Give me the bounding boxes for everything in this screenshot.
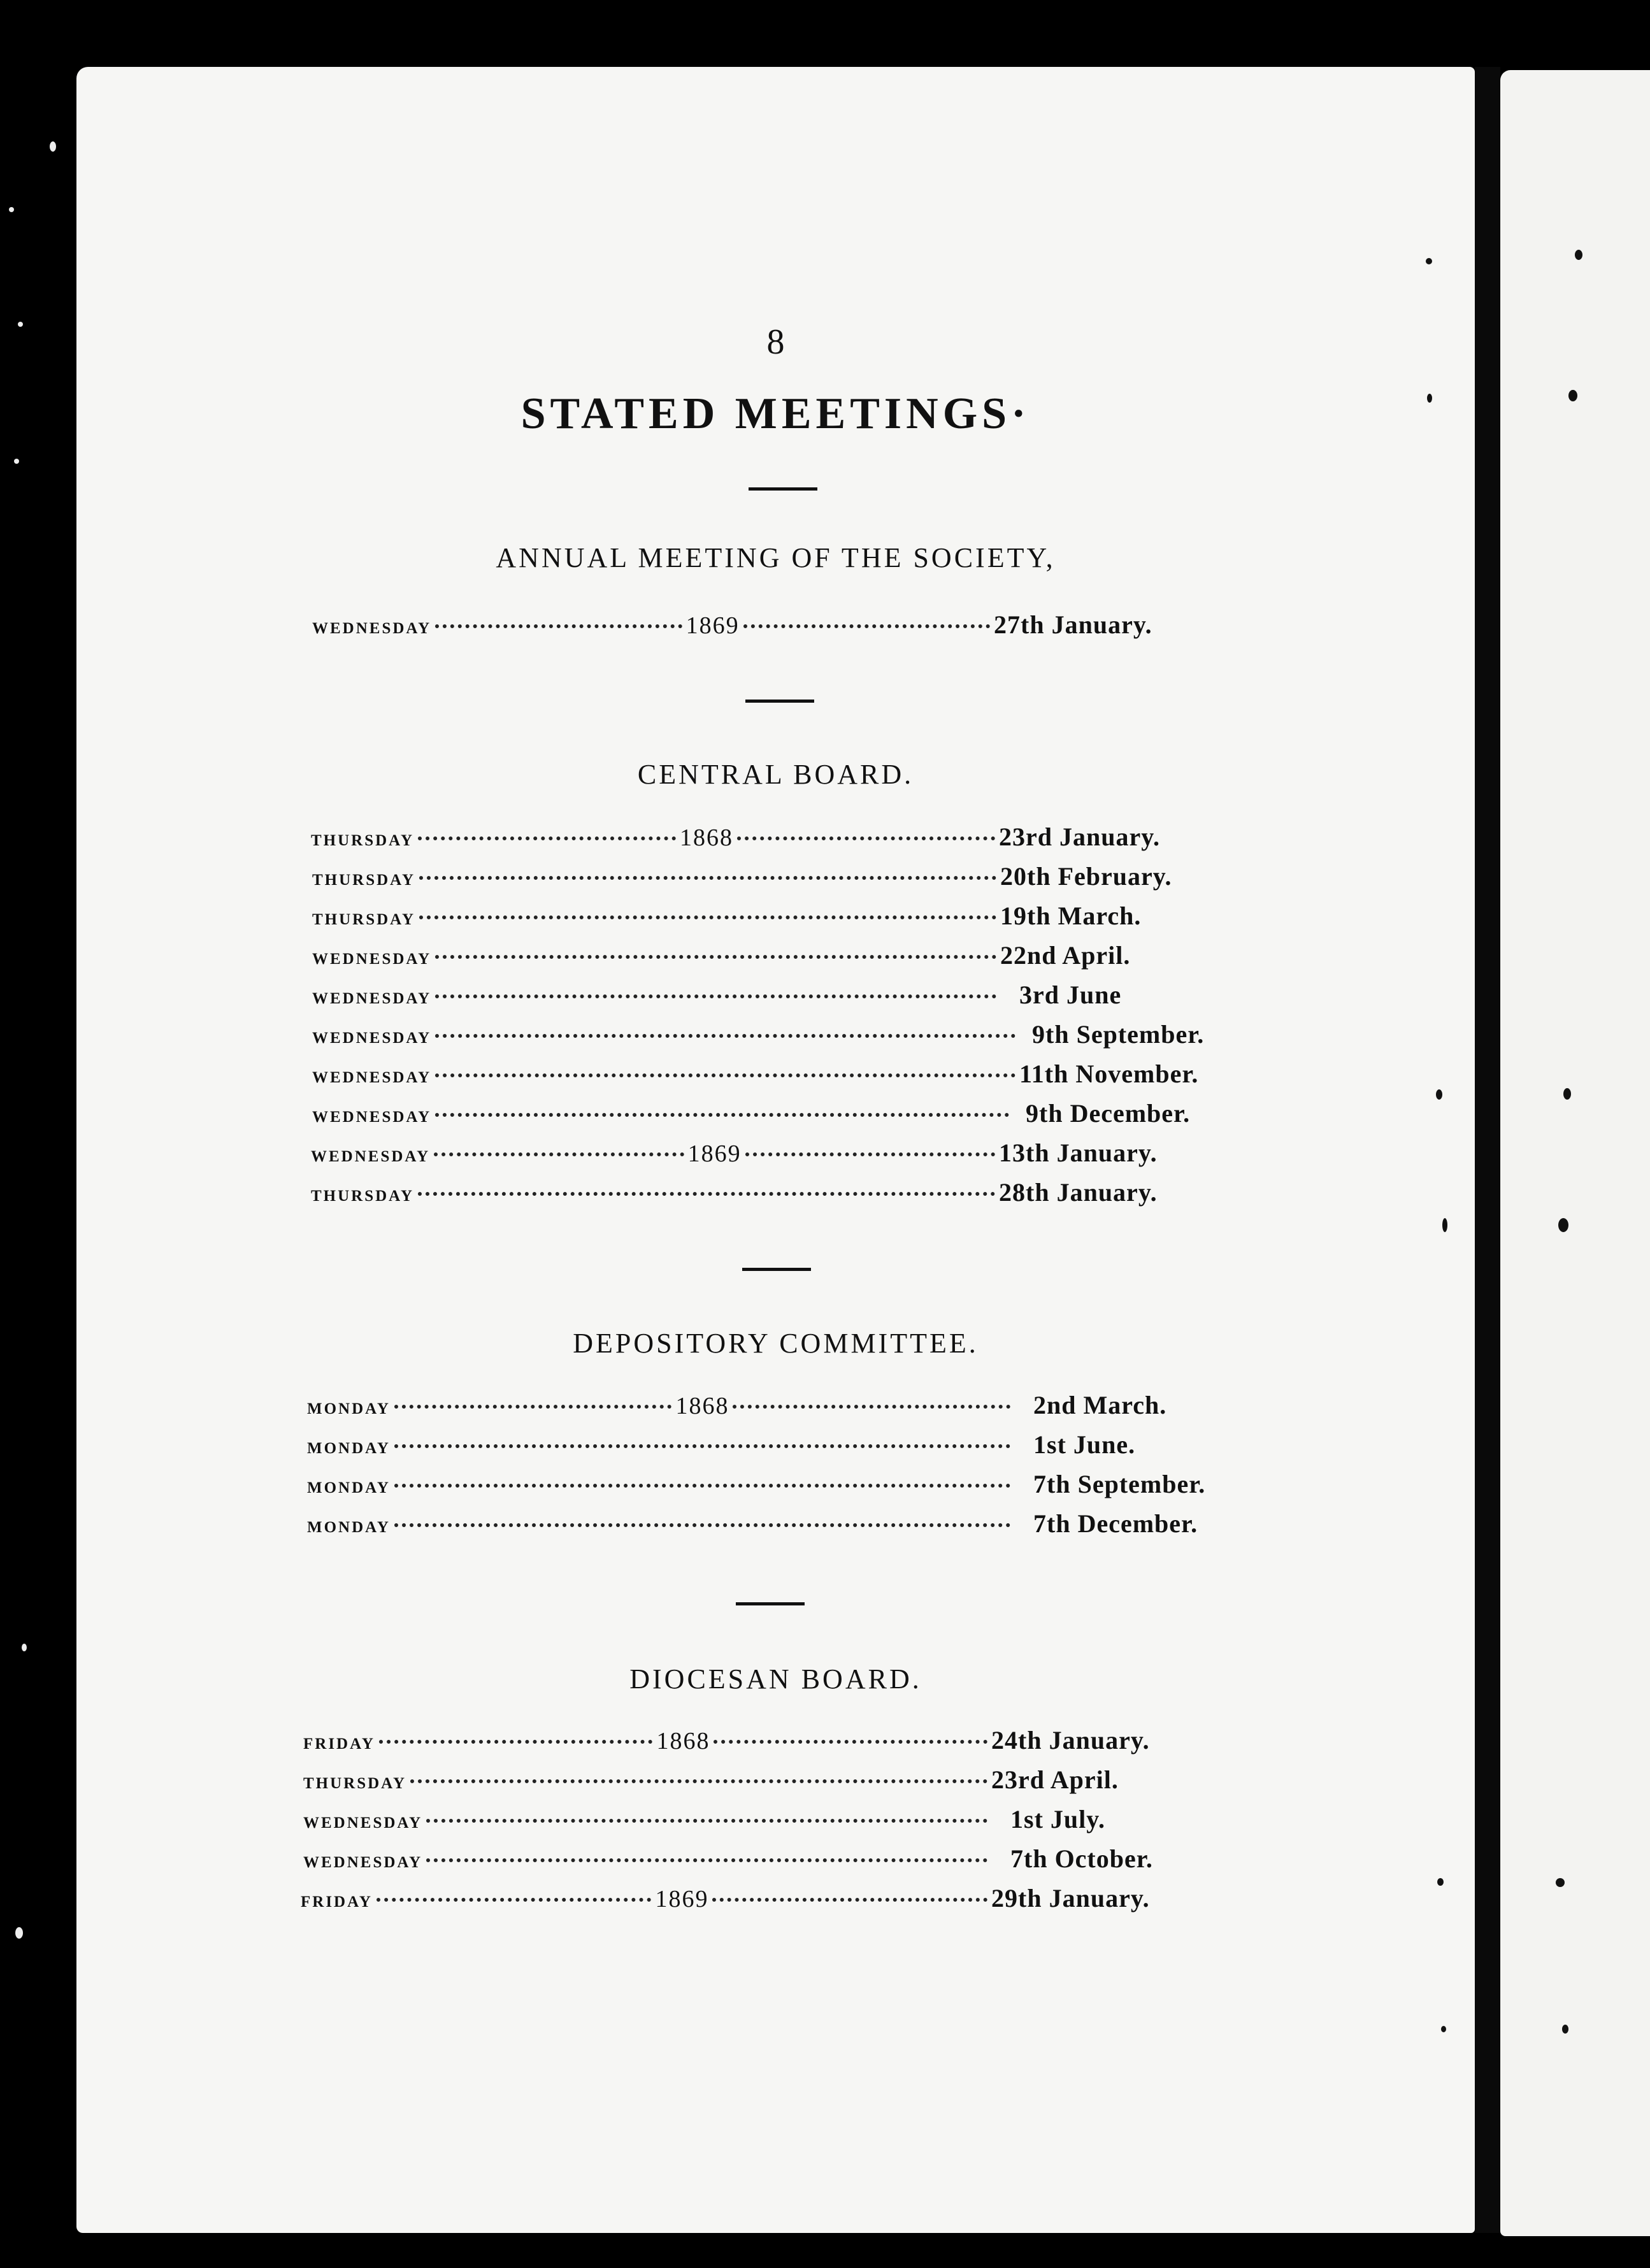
dot-leader [410,1768,987,1783]
meeting-year: 1869 [687,1140,742,1167]
meeting-date: 2nd March. [1033,1391,1167,1419]
meeting-day: MONDAY [307,1479,391,1496]
meeting-row [311,1138,1216,1170]
page-number: 8 [766,322,785,362]
title-divider [749,487,817,491]
meeting-year: 1868 [656,1728,710,1755]
dot-leader [435,983,996,998]
meeting-row [312,1019,1236,1051]
meeting-day: MONDAY [307,1400,391,1418]
meeting-day: WEDNESDAY [303,1814,423,1832]
section-heading-depository-committee: DEPOSITORY COMMITTEE. [573,1328,979,1359]
meeting-day: WEDNESDAY [303,1854,423,1871]
meeting-row [303,1725,1208,1757]
meeting-day: WEDNESDAY [311,1148,431,1165]
meeting-row [301,1883,1208,1915]
meeting-row [311,1177,1216,1209]
dot-leader [377,1886,652,1902]
dot-leader [419,865,996,880]
meeting-row [312,940,1217,972]
meeting-date: 19th March. [1000,901,1142,930]
meeting-date: 11th November. [1019,1059,1199,1088]
dot-leader [733,1393,1010,1409]
meeting-date: 9th December. [1026,1099,1191,1128]
meeting-date: 7th September. [1033,1470,1206,1498]
meeting-day: FRIDAY [301,1893,373,1911]
meeting-day: WEDNESDAY [312,990,432,1007]
meeting-day: WEDNESDAY [312,1109,432,1126]
meeting-date: 7th December. [1033,1509,1198,1538]
dot-leader [419,904,996,919]
dot-leader [426,1807,987,1823]
meeting-row [311,822,1216,854]
meeting-date: 3rd June [1019,980,1122,1009]
dot-leader [434,1141,684,1156]
dot-leader [418,1181,995,1196]
meeting-year: 1869 [685,612,740,639]
section-heading-diocesan-board: DIOCESAN BOARD. [629,1663,922,1695]
meeting-date: 1st June. [1033,1430,1136,1459]
dot-leader [379,1728,653,1744]
meeting-year: 1869 [655,1886,709,1913]
section-heading-central-board: CENTRAL BOARD. [637,759,914,790]
meeting-day: WEDNESDAY [312,1069,432,1086]
meeting-row [307,1469,1231,1501]
meeting-day: WEDNESDAY [312,951,432,968]
dot-leader [737,825,995,840]
section-divider [742,1268,811,1271]
meeting-year: 1868 [675,1393,729,1419]
meeting-date: 23rd April. [991,1765,1119,1794]
meeting-date: 1st July. [1010,1805,1106,1834]
meeting-date: 23rd January. [999,822,1161,851]
meeting-row [312,980,1217,1012]
meeting-row [307,1509,1231,1540]
meeting-row [312,901,1217,933]
dot-leader [418,825,676,840]
meeting-day: THURSDAY [312,911,416,928]
meeting-day: THURSDAY [303,1775,407,1792]
meeting-day: THURSDAY [311,832,415,849]
meeting-row [303,1765,1208,1797]
dot-leader [714,1728,987,1744]
meeting-row [307,1390,1231,1422]
meeting-date: 20th February. [1000,862,1172,891]
meeting-date: 29th January. [991,1884,1150,1913]
section-heading-annual-meeting: ANNUAL MEETING OF THE SOCIETY, [496,542,1056,573]
dot-leader [435,1023,1015,1038]
meeting-date: 27th January. [994,610,1152,639]
meeting-row [312,1098,1230,1130]
dot-leader [745,1141,995,1156]
meeting-date: 7th October. [1010,1844,1153,1873]
meeting-day: THURSDAY [311,1188,415,1205]
meeting-row [303,1844,1208,1876]
section-divider [736,1602,805,1605]
meeting-day: FRIDAY [303,1735,375,1753]
dot-leader [435,1102,1009,1117]
dot-leader [394,1393,672,1409]
meeting-day: THURSDAY [312,872,416,889]
meeting-date: 13th January. [999,1138,1158,1167]
meeting-day: MONDAY [307,1440,391,1457]
meeting-row [303,1804,1208,1836]
dot-leader [435,613,682,628]
dot-leader [435,1062,1015,1077]
meeting-row [312,1059,1236,1091]
dot-leader [712,1886,987,1902]
dot-leader [394,1472,1010,1488]
meeting-row [312,610,1210,642]
section-divider [745,700,814,703]
meeting-date: 28th January. [999,1178,1158,1207]
meeting-day: WEDNESDAY [312,620,432,637]
dot-leader [394,1433,1010,1448]
meeting-date: 22nd April. [1000,941,1131,970]
meeting-row [312,861,1217,893]
dot-leader [394,1512,1010,1527]
meeting-date: 24th January. [991,1726,1150,1755]
meeting-day: WEDNESDAY [312,1030,432,1047]
page-title: STATED MEETINGS· [520,389,1031,438]
dot-leader [426,1847,987,1862]
dot-leader [435,944,996,959]
meeting-date: 9th September. [1032,1020,1205,1049]
meeting-year: 1868 [680,824,734,851]
dot-leader [743,613,990,628]
meeting-day: MONDAY [307,1519,391,1536]
meeting-row [307,1430,1231,1461]
